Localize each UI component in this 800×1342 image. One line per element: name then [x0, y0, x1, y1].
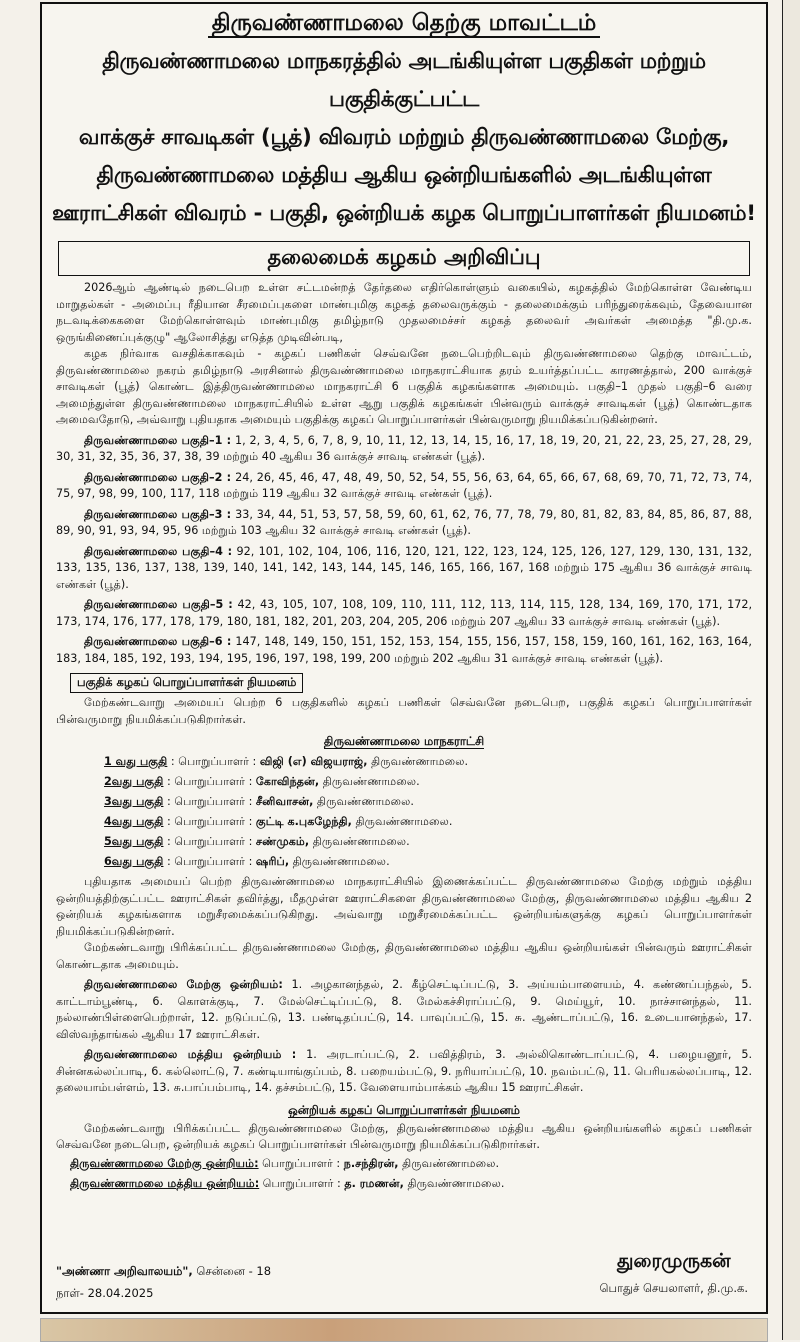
hq-notice-heading: தலைமைக் கழகம் அறிவிப்பு	[58, 241, 750, 276]
incharge-place: திருவண்ணாமலை.	[355, 815, 453, 828]
union-incharge-row	[70, 1154, 766, 1174]
role-label: பொறுப்பாளர் :	[174, 855, 253, 868]
union-incharge-row	[70, 1174, 766, 1194]
ward-booth-list: 33, 34, 44, 51, 53, 57, 58, 59, 60, 61, 62, 76, 77, 78, 79, 80, 81, 82, 83, 84, 85, 86, 87, 88, 89, 90, 91, 93, 94, 95, 96 மற்றும் 103 ஆகிய 32 வாக்குச் சாவடி எண்கள் (பூத்).	[56, 507, 753, 537]
notice-page	[40, 2, 768, 1314]
ward-incharge-paragraph: மேற்கண்டவாறு அமையப் பெற்ற 6 பகுதிகளில் கழகப் பணிகள் செவ்வனே நடைபெற, பகுதிக் கழகப் பொறுப்பாளர்கள் பின்வருமாறு நியமிக்கப்படுகிறார்கள்.	[56, 696, 752, 726]
ward-number: 4வது பகுதி	[104, 815, 164, 828]
headline-line: திருவண்ணாமலை மாநகரத்தில் அடங்கியுள்ள பகுதிகள் மற்றும் பகுதிக்குட்பட்ட	[102, 49, 706, 112]
incharge-name: ஷரிப்,	[255, 855, 290, 868]
headline-line: வாக்குச் சாவடிகள் (பூத்) விவரம் மற்றும் திருவண்ணாமலை மேற்கு,	[78, 125, 730, 150]
union-name: திருவண்ணாமலை மத்திய ஒன்றியம்:	[70, 1176, 260, 1190]
ward-number: 1 வது பகுதி	[104, 755, 168, 768]
role-label: பொறுப்பாளர் :	[174, 835, 253, 848]
ward-label: திருவண்ணாமலை பகுதி–5 :	[84, 598, 233, 611]
headline-line: திருவண்ணாமலை மத்திய ஆகிய ஒன்றியங்களில் அடங்கியுள்ள	[96, 163, 712, 188]
incharge-place: திருவண்ணாமலை.	[322, 775, 420, 788]
ward-booths-2	[56, 470, 752, 503]
ward-booths-3	[56, 507, 752, 540]
incharge-name: குட்டி க.புகழேந்தி,	[255, 815, 352, 828]
role-label: பொறுப்பாளர் :	[262, 1176, 341, 1190]
incharge-place: திருவண்ணாமலை.	[316, 795, 414, 808]
intro-paragraph: 2026ஆம் ஆண்டில் நடைபெற உள்ள சட்டமன்றத் தேர்தலை எதிர்கொள்ளும் வகையில், கழகத்தில் மேற்கொள்ள வேண்டிய மாறுதல்கள் - அமைப்பு ரீதியான சீரமைப்புகளை மாண்புமிகு கழகத் தலைவருக்கும் - தலைமைக்கும் பரிந்துரைக்கவும், தேவையான நடவடிக்கைகளை மேற்கொள்ளவும் மாண்புமிகு தமிழ்நாடு முதலமைச்சர் கழகத் தலைவர் அவர்கள் அமைத்த "தி.மு.க. ஒருங்கிணைப்புக்குழு" ஆலோசித்து எடுத்த முடிவின்படி,	[56, 281, 752, 344]
signatory-name: துரைமுருகன்	[616, 1250, 731, 1272]
union-central-label: திருவண்ணாமலை மத்திய ஒன்றியம் :	[84, 1048, 297, 1061]
office-city: சென்னை - 18	[196, 1264, 272, 1278]
reorganisation-paragraph: புதியதாக அமையப் பெற்ற திருவண்ணாமலை மாநகராட்சியில் இணைக்கப்பட்ட திருவண்ணாமலை மேற்கு மற்றும் மத்திய ஒன்றியத்திற்குட்பட்ட ஊராட்சிகள் தவிர்த்து, மீதமுள்ள ஊராட்சிகளை திருவண்ணாமலை மேற்கு, திருவண்ணாமலை மத்திய ஆகிய 2 ஒன்றியக் கழகங்களாக மறுசீரமைக்கப்படுகிறது. அவ்வாறு மறுசீரமைக்கப்பட்ட ஒன்றியங்களுக்கு கழகப் பொறுப்பாளர்கள் நியமிக்கப்படுகின்றனர்.	[56, 875, 752, 938]
ward-number: 6வது பகுதி	[104, 855, 164, 868]
role-label: பொறுப்பாளர் :	[174, 815, 253, 828]
ward-label: திருவண்ணாமலை பகுதி–1 :	[84, 433, 232, 447]
incharge-name: கோவிந்தன்,	[255, 775, 320, 788]
union-incharge-paragraph: மேற்கண்டவாறு பிரிக்கப்பட்ட திருவண்ணாமலை மேற்கு, திருவண்ணாமலை மத்திய ஆகிய ஒன்றியங்களில் கழகப் பணிகள் செவ்வனே நடைபெற, ஒன்றியக் கழகப் பொறுப்பாளர்கள் பின்வருமாறு நியமிக்கப்படுகிறார்கள்.	[56, 1121, 752, 1151]
signatory-designation: பொதுச் செயலாளர், தி.மு.க.	[599, 1281, 748, 1295]
restructure-paragraph: கழக நிர்வாக வசதிக்காகவும் - கழகப் பணிகள் செவ்வனே நடைபெற்றிடவும் திருவண்ணாமலை தெற்கு மாவட்டம், திருவண்ணாமலை நகரம் தமிழ்நாடு அரசினால் திருவண்ணாமலை மாநகராட்சியாக தரம் உயர்த்தப்பட்ட காரணத்தால், 200 வாக்குச் சாவடிகள் (பூத்) கொண்ட இத்திருவண்ணாமலை மாநகராட்சி 6 பகுதிக் கழகங்களாக அமையும். பகுதி–1 முதல் பகுதி–6 வரை அமைந்துள்ள திருவண்ணாமலை மாநகராட்சியில் உள்ள ஆறு பகுதிக் கழகங்கள் பின்வரும் வாக்குச் சாவடிகள் (பூத்) கொண்டதாக அமைவதோடு, அவ்வாறு புதியதாக அமையும் பகுதிக்கு கழகப் பொறுப்பாளர்கள் பின்வருமாறு நியமிக்கப்படுகின்றனர்.	[56, 347, 752, 426]
ward-booth-list: 92, 101, 102, 104, 106, 116, 120, 121, 122, 123, 124, 125, 126, 127, 129, 130, 131, 132, 133, 135, 136, 137, 138, 139, 140, 141, 142, 143, 144, 145, 146, 165, 166, 167, 168 மற்றும் 175 ஆகிய 36 வாக்குச் சாவடி எண்கள் (பூத்).	[56, 544, 752, 591]
ward-label: திருவண்ணாமலை பகுதி–2 :	[84, 470, 232, 484]
union-west-list: 1. அழகானந்தல், 2. கீழ்செட்டிப்பட்டு, 3. அய்யம்பாளையம், 4. கண்ணப்பந்தல், 5. காட்டாம்பூண்டி, 6. கொளக்குடி, 7. மேல்செட்டிப்பட்டு, 8. மேல்கச்சிராப்பட்டு, 9. மெய்யூர், 10. நாச்சானந்தல், 11. நல்லாண்பிள்ளைபெற்றாள், 12. நடுப்பட்டு, 13. பண்டிதப்பட்டு, 14. பாவுப்பட்டு, 15. சு. ஆண்டாப்பட்டு, 16. உடையானந்தல், 17. விஸ்வந்தாங்கல் ஆகிய 17 ஊராட்சிகள்.	[56, 978, 752, 1041]
incharge-place: திருவண்ணாமலை.	[312, 835, 410, 848]
notice-date: நாள்- 28.04.2025	[56, 1286, 154, 1300]
ward-booth-list: 42, 43, 105, 107, 108, 109, 110, 111, 112, 113, 114, 115, 128, 134, 169, 170, 171, 172, 173, 174, 176, 177, 178, 179, 180, 181, 182, 201, 203, 204, 205, 206 மற்றும் 207 ஆகிய 33 வாக்குச் சாவடி எண்கள் (பூத்).	[56, 598, 753, 628]
ward-booth-list: 147, 148, 149, 150, 151, 152, 153, 154, 155, 156, 157, 158, 159, 160, 161, 162, 163, 164, 183, 184, 185, 192, 193, 194, 195, 196, 197, 198, 199, 200 மற்றும் 202 ஆகிய 31 வாக்குச் சாவடி எண்கள் (பூத்).	[56, 635, 752, 665]
incharge-name: ந.சந்திரன்,	[343, 1156, 399, 1170]
role-label: பொறுப்பாளர் :	[174, 775, 253, 788]
ward-number: 3வது பகுதி	[104, 795, 164, 808]
ward-booth-list: 1, 2, 3, 4, 5, 6, 7, 8, 9, 10, 11, 12, 13, 14, 15, 16, 17, 18, 19, 20, 21, 22, 23, 25, 27, 28, 29, 30, 31, 32, 35, 36, 37, 38, 39 மற்றும் 40 ஆகிய 36 வாக்குச் சாவடி எண்கள் (பூத்).	[56, 433, 752, 463]
headline	[48, 43, 760, 233]
incharge-row: 1 வது பகுதி : பொறுப்பாளர் : விஜி (எ) விஜயராஜ், திருவண்ணாமலை.	[104, 755, 469, 768]
office-name: "அண்ணா அறிவாலயம்",	[56, 1264, 193, 1278]
ward-booth-list: 24, 26, 45, 46, 47, 48, 49, 50, 52, 54, 55, 56, 63, 64, 65, 66, 67, 68, 69, 70, 71, 72, 73, 74, 75, 97, 98, 99, 100, 117, 118 மற்றும் 119 ஆகிய 32 வாக்குச் சாவடி எண்கள் (பூத்).	[56, 470, 753, 500]
incharge-name: விஜி (எ) விஜயராஜ்,	[259, 755, 368, 768]
incharge-name: சண்முகம்,	[255, 835, 310, 848]
ward-label: திருவண்ணாமலை பகுதி–3 :	[84, 507, 232, 521]
ward-label: திருவண்ணாமலை பகுதி–6 :	[84, 635, 232, 648]
role-label: பொறுப்பாளர் :	[262, 1156, 341, 1170]
incharge-row: 2வது பகுதி : பொறுப்பாளர் : கோவிந்தன், திருவண்ணாமலை.	[104, 775, 420, 788]
union-split-paragraph: மேற்கண்டவாறு பிரிக்கப்பட்ட திருவண்ணாமலை மேற்கு, திருவண்ணாமலை மத்திய ஆகிய ஒன்றியங்கள் பின்வரும் ஊராட்சிகள் கொண்டதாக அமையும்.	[56, 941, 752, 971]
signature-block	[600, 1250, 748, 1297]
district-title: திருவண்ணாமலை தெற்கு மாவட்டம்	[42, 10, 766, 39]
incharge-name: த. ரமணன்,	[344, 1176, 404, 1190]
ward-booths-6	[56, 634, 752, 667]
ward-incharge-heading: பகுதிக் கழகப் பொறுப்பாளர்கள் நியமனம்	[70, 673, 303, 693]
ward-booths-1	[56, 433, 752, 466]
ward-booths-5	[56, 597, 752, 630]
incharge-row: 5வது பகுதி : பொறுப்பாளர் : சண்முகம், திருவண்ணாமலை.	[104, 835, 410, 848]
notice-footer	[56, 1250, 752, 1308]
role-label: பொறுப்பாளர் :	[174, 795, 253, 808]
union-central-villages	[56, 1047, 752, 1097]
incharge-place: திருவண்ணாமலை.	[402, 1156, 500, 1170]
ward-number: 2வது பகுதி	[104, 775, 164, 788]
office-address	[56, 1260, 271, 1304]
role-label: பொறுப்பாளர் :	[178, 755, 257, 768]
union-west-label: திருவண்ணாமலை மேற்கு ஒன்றியம்:	[84, 978, 283, 991]
union-central-list: 1. அரடாப்பட்டு, 2. பவித்திரம், 3. அல்லிகொண்டாப்பட்டு, 4. பழையனூர், 5. சின்னகல்லப்பாடி, 6. கல்லொட்டு, 7. கண்டியாங்குப்பம், 8. பறையம்பட்டு, 9. நரியாப்பட்டு, 10. நவம்பட்டு, 11. பெரியகல்லப்பாடி, 12. தலையாம்பள்ளம், 13. சு.பாப்பம்பாடி, 14. தச்சம்பட்டு, 15. வேளையாம்பாக்கம் ஆகிய 15 ஊராட்சிகள்.	[56, 1048, 753, 1094]
union-incharge-heading: ஒன்றியக் கழகப் பொறுப்பாளர்கள் நியமனம்	[288, 1102, 520, 1117]
incharge-place: திருவண்ணாமலை.	[371, 755, 469, 768]
corporation-title: திருவண்ணாமலை மாநகராட்சி	[323, 734, 485, 748]
headline-line: ஊராட்சிகள் விவரம் - பகுதி, ஒன்றியக் கழக பொறுப்பாளர்கள் நியமனம்!	[52, 201, 756, 226]
ward-number: 5வது பகுதி	[104, 835, 164, 848]
ward-label: திருவண்ணாமலை பகுதி–4 :	[84, 544, 233, 558]
incharge-place: திருவண்ணாமலை.	[407, 1176, 505, 1190]
incharge-row: 6வது பகுதி : பொறுப்பாளர் : ஷரிப், திருவண்ணாமலை.	[104, 855, 390, 868]
adjacent-ad-strip	[40, 1318, 768, 1342]
adjacent-column-strip	[782, 0, 800, 1340]
ward-booths-4	[56, 544, 752, 594]
union-west-villages	[56, 977, 752, 1043]
incharge-name: சீனிவாசன்,	[255, 795, 314, 808]
incharge-row: 4வது பகுதி : பொறுப்பாளர் : குட்டி க.புகழேந்தி, திருவண்ணாமலை.	[104, 815, 453, 828]
incharge-place: திருவண்ணாமலை.	[292, 855, 390, 868]
union-name: திருவண்ணாமலை மேற்கு ஒன்றியம்:	[70, 1156, 259, 1170]
incharge-row: 3வது பகுதி : பொறுப்பாளர் : சீனிவாசன், திருவண்ணாமலை.	[104, 795, 414, 808]
